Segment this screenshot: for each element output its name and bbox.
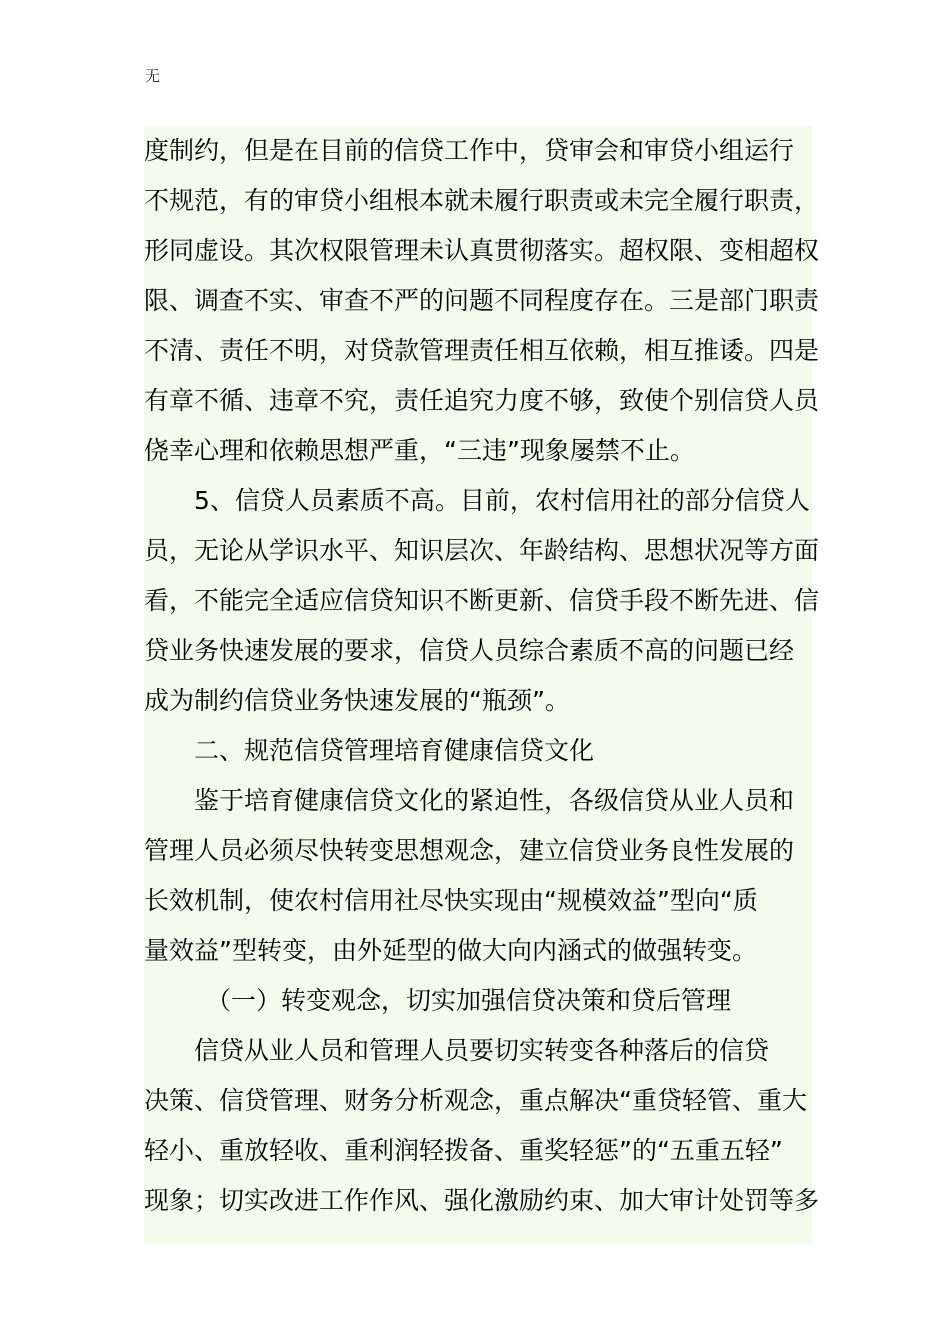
- text-line-7: 侥幸心理和依赖思想严重，“三违”现象屡禁不止。: [144, 436, 695, 465]
- subsection-heading-1: （一）转变观念，切实加强信贷决策和贷后管理: [206, 986, 732, 1015]
- text-line-17: 量效益”型转变，由外延型的做大向内涵式的做强转变。: [144, 936, 757, 965]
- text-line-19: 信贷从业人员和管理人员要切实转变各种落后的信贷: [194, 1036, 770, 1065]
- text-line-10: 看，不能完全适应信贷知识不断更新、信贷手段不断先进、信: [144, 586, 820, 615]
- text-line-4: 限、调查不实、审查不严的问题不同程度存在。三是部门职责: [144, 286, 820, 315]
- text-line-6: 有章不循、违章不究，责任追究力度不够，致使个别信贷人员: [144, 386, 820, 415]
- text-line-8: 5、信贷人员素质不高。目前，农村信用社的部分信贷人: [194, 486, 810, 515]
- text-line-22: 现象；切实改进工作作风、强化激励约束、加大审计处罚等多: [144, 1186, 820, 1215]
- text-line-21: 轻小、重放轻收、重利润轻拨备、重奖轻惩”的“五重五轻”: [144, 1136, 783, 1165]
- text-line-15: 管理人员必须尽快转变思想观念，建立信贷业务良性发展的: [144, 836, 795, 865]
- text-line-9: 员，无论从学识水平、知识层次、年龄结构、思想状况等方面: [144, 536, 820, 565]
- text-line-2: 不规范，有的审贷小组根本就未履行职责或未完全履行职责，: [144, 186, 820, 215]
- text-line-5: 不清、责任不明，对贷款管理责任相互依赖，相互推诿。四是: [144, 336, 820, 365]
- text-line-11: 贷业务快速发展的要求，信贷人员综合素质不高的问题已经: [144, 636, 795, 665]
- text-line-1: 度制约，但是在目前的信贷工作中，贷审会和审贷小组运行: [144, 136, 795, 165]
- section-heading-2: 二、规范信贷管理培育健康信贷文化: [194, 736, 595, 765]
- text-line-20: 决策、信贷管理、财务分析观念，重点解决“重贷轻管、重大: [144, 1086, 807, 1115]
- text-line-14: 鉴于培育健康信贷文化的紧迫性，各级信贷从业人员和: [194, 786, 795, 815]
- text-line-16: 长效机制，使农村信用社尽快实现由“规模效益”型向“质: [144, 886, 758, 915]
- text-line-3: 形同虚设。其次权限管理未认真贯彻落实。超权限、变相超权: [144, 236, 820, 265]
- page-header-text: 无: [145, 67, 161, 85]
- text-line-12: 成为制约信贷业务快速发展的“瓶颈”。: [144, 686, 570, 715]
